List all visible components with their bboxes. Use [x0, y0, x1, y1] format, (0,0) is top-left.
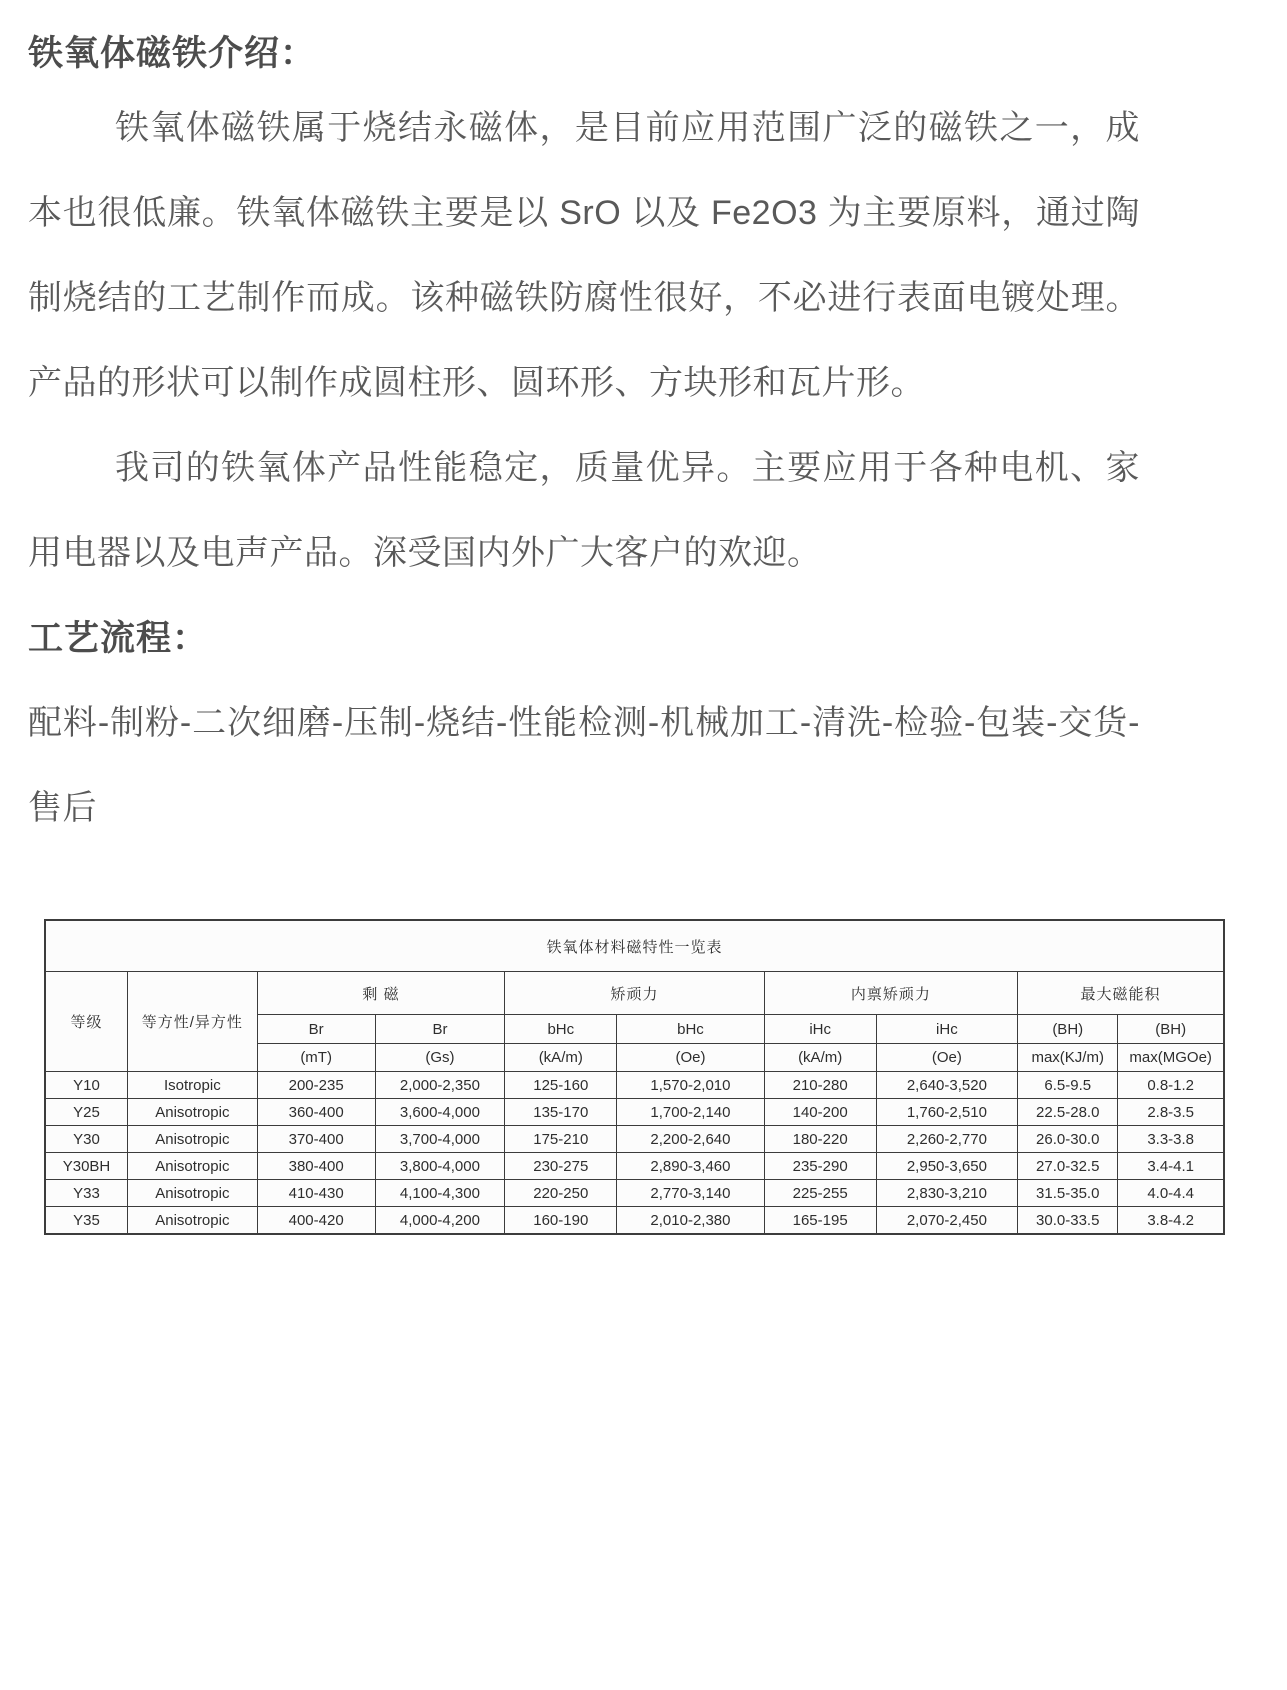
table-cell: 30.0-33.5 [1018, 1207, 1118, 1235]
cell-isotropy: Anisotropic [128, 1126, 258, 1153]
properties-table [44, 919, 1225, 1235]
intro-paragraph-1: 铁氧体磁铁属于烧结永磁体，是目前应用范围广泛的磁铁之一，成本也很低廉。铁氧体磁铁主要是以 SrO 以及 Fe2O3 为主要原料，通过陶制烧结的工艺制作而成。该种磁铁防腐性很好，不必进行表面电镀处理。产品的形状可以制作成圆柱形、圆环形、方块形和瓦片形。 [28, 109, 1140, 402]
table-cell: 2.8-3.5 [1118, 1099, 1224, 1126]
table-row [45, 1153, 1224, 1180]
process-heading: 工艺流程： [28, 619, 209, 658]
intro-paragraph-2: 我司的铁氧体产品性能稳定，质量优异。主要应用于各种电机、家用电器以及电声产品。深受国内外广大客户的欢迎。 [28, 449, 1140, 572]
table-cell: 200-235 [257, 1072, 375, 1099]
header-unit: max(KJ/m) [1018, 1044, 1118, 1072]
table-cell: 3.8-4.2 [1118, 1207, 1224, 1235]
table-cell: 140-200 [764, 1099, 876, 1126]
table-cell: 2,640-3,520 [876, 1072, 1017, 1099]
table-cell: 2,830-3,210 [876, 1180, 1017, 1207]
table-cell: 2,950-3,650 [876, 1153, 1017, 1180]
table-cell: 125-160 [505, 1072, 617, 1099]
table-cell: 2,890-3,460 [617, 1153, 764, 1180]
table-cell: 27.0-32.5 [1018, 1153, 1118, 1180]
table-title-row [45, 920, 1224, 972]
header-symbol: Br [375, 1015, 505, 1044]
cell-isotropy: Anisotropic [128, 1207, 258, 1235]
table-cell: 210-280 [764, 1072, 876, 1099]
cell-isotropy: Anisotropic [128, 1153, 258, 1180]
table-cell: 400-420 [257, 1207, 375, 1235]
header-symbol: (BH) [1018, 1015, 1118, 1044]
table-title: 铁氧体材料磁特性一览表 [45, 920, 1224, 972]
cell-grade: Y25 [45, 1099, 128, 1126]
table-cell: 2,260-2,770 [876, 1126, 1017, 1153]
header-symbol: bHc [505, 1015, 617, 1044]
cell-grade: Y10 [45, 1072, 128, 1099]
table-cell: 4,000-4,200 [375, 1207, 505, 1235]
header-group-intrinsic-coercivity: 内禀矫顽力 [764, 972, 1017, 1015]
table-cell: 3.3-3.8 [1118, 1126, 1224, 1153]
table-row [45, 1180, 1224, 1207]
header-symbol: iHc [764, 1015, 876, 1044]
table-cell: 380-400 [257, 1153, 375, 1180]
table-cell: 22.5-28.0 [1018, 1099, 1118, 1126]
header-symbol: (BH) [1118, 1015, 1224, 1044]
table-cell: 1,760-2,510 [876, 1099, 1017, 1126]
table-cell: 1,570-2,010 [617, 1072, 764, 1099]
header-group-remanence: 剩 磁 [257, 972, 505, 1015]
cell-grade: Y35 [45, 1207, 128, 1235]
table-cell: 160-190 [505, 1207, 617, 1235]
table-cell: 3.4-4.1 [1118, 1153, 1224, 1180]
table-cell: 370-400 [257, 1126, 375, 1153]
cell-isotropy: Isotropic [128, 1072, 258, 1099]
table-cell: 4,100-4,300 [375, 1180, 505, 1207]
table-cell: 3,800-4,000 [375, 1153, 505, 1180]
header-unit: (kA/m) [764, 1044, 876, 1072]
table-row [45, 1099, 1224, 1126]
table-cell: 410-430 [257, 1180, 375, 1207]
cell-isotropy: Anisotropic [128, 1099, 258, 1126]
table-cell: 165-195 [764, 1207, 876, 1235]
table-cell: 0.8-1.2 [1118, 1072, 1224, 1099]
table-cell: 2,010-2,380 [617, 1207, 764, 1235]
header-isotropy: 等方性/异方性 [128, 972, 258, 1072]
header-unit: (mT) [257, 1044, 375, 1072]
table-cell: 175-210 [505, 1126, 617, 1153]
header-unit: (kA/m) [505, 1044, 617, 1072]
cell-grade: Y30BH [45, 1153, 128, 1180]
table-cell: 225-255 [764, 1180, 876, 1207]
table-group-header-row [45, 972, 1224, 1015]
table-cell: 2,070-2,450 [876, 1207, 1017, 1235]
table-cell: 6.5-9.5 [1018, 1072, 1118, 1099]
table-cell: 220-250 [505, 1180, 617, 1207]
table-cell: 2,000-2,350 [375, 1072, 505, 1099]
header-group-max-energy-product: 最大磁能积 [1018, 972, 1224, 1015]
table-row [45, 1207, 1224, 1235]
table-cell: 3,700-4,000 [375, 1126, 505, 1153]
table-cell: 31.5-35.0 [1018, 1180, 1118, 1207]
table-cell: 135-170 [505, 1099, 617, 1126]
header-unit: (Gs) [375, 1044, 505, 1072]
header-unit: (Oe) [876, 1044, 1017, 1072]
table-cell: 1,700-2,140 [617, 1099, 764, 1126]
properties-table-container [44, 919, 1225, 1235]
header-symbol: Br [257, 1015, 375, 1044]
header-unit: (Oe) [617, 1044, 764, 1072]
process-flow: 配料-制粉-二次细磨-压制-烧结-性能检测-机械加工-清洗-检验-包装-交货-售后 [28, 704, 1140, 827]
header-symbol: bHc [617, 1015, 764, 1044]
table-row [45, 1126, 1224, 1153]
table-cell: 235-290 [764, 1153, 876, 1180]
table-cell: 360-400 [257, 1099, 375, 1126]
table-cell: 26.0-30.0 [1018, 1126, 1118, 1153]
table-cell: 180-220 [764, 1126, 876, 1153]
cell-grade: Y30 [45, 1126, 128, 1153]
header-group-coercivity: 矫顽力 [505, 972, 764, 1015]
table-cell: 2,770-3,140 [617, 1180, 764, 1207]
table-cell: 2,200-2,640 [617, 1126, 764, 1153]
table-cell: 4.0-4.4 [1118, 1180, 1224, 1207]
header-grade: 等级 [45, 972, 128, 1072]
cell-grade: Y33 [45, 1180, 128, 1207]
table-cell: 230-275 [505, 1153, 617, 1180]
intro-heading: 铁氧体磁铁介绍： [28, 34, 317, 73]
header-unit: max(MGOe) [1118, 1044, 1224, 1072]
cell-isotropy: Anisotropic [128, 1180, 258, 1207]
table-row [45, 1072, 1224, 1099]
header-symbol: iHc [876, 1015, 1017, 1044]
table-cell: 3,600-4,000 [375, 1099, 505, 1126]
